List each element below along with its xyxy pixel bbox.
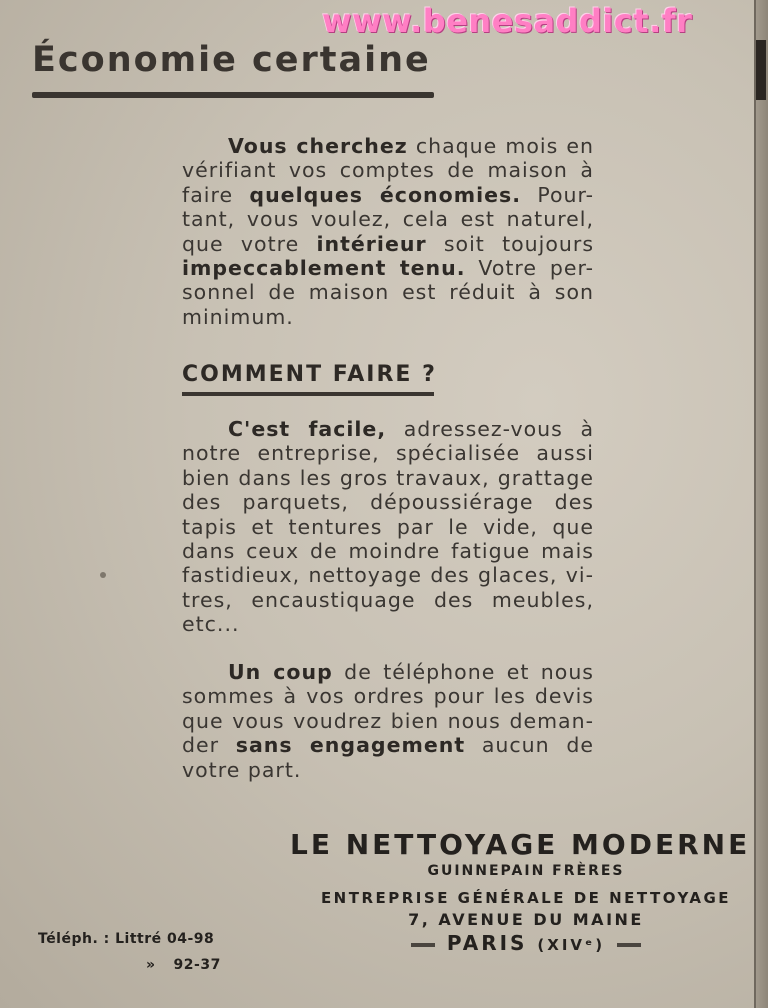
- dash-left: [411, 943, 435, 947]
- phone-line-1: Téléph. : Littré 04-98: [38, 931, 215, 947]
- contact-lead: Un coup: [228, 660, 333, 684]
- services-text: adressez-vous à notre entreprise, spécialisée aussi bien dans les gros travaux, grattage des parquets, dépoussiérage des tapis et tentures par le vide, que dans ceux de moindre fatigue mais fastidieux, nettoyage des glaces, vi-tres, encaustiquage des meubles, etc...: [182, 417, 595, 637]
- company-owners: GUINNEPAIN FRÈRES: [427, 863, 625, 879]
- company-city-line: [290, 931, 762, 955]
- intro-text-c: soit toujours: [426, 231, 594, 256]
- intro-text-a: chaque mois en vérifiant vos comptes de maison à faire: [182, 134, 594, 207]
- company-activity: ENTREPRISE GÉNÉRALE DE NETTOYAGE: [320, 889, 732, 907]
- contact-text-a: de téléphone et nous sommes à vos ordres pour les devis que vous voudrez bien nous deman-der: [182, 660, 594, 758]
- contact-bold-a: sans engagement: [235, 733, 466, 758]
- intro-bold-b: intérieur: [316, 231, 427, 256]
- intro-paragraph: [182, 134, 594, 329]
- page-title: Économie certaine: [32, 40, 431, 80]
- phone-block: [38, 926, 221, 978]
- company-city: PARIS: [446, 931, 528, 955]
- services-lead: C'est facile,: [228, 417, 387, 441]
- intro-bold-a: quelques économies.: [249, 182, 521, 207]
- contact-text-b: aucun de votre part.: [182, 733, 594, 782]
- services-paragraph: [182, 417, 594, 637]
- company-block: [290, 828, 762, 955]
- title-underline: [32, 92, 434, 98]
- intro-lead: Vous cherchez: [228, 134, 408, 158]
- company-arrondissement: (XIVᵉ): [537, 936, 606, 954]
- intro-text-d: Votre per-sonnel de maison est réduit à son minimum.: [182, 256, 594, 329]
- paper-speck: [100, 572, 106, 578]
- dash-right: [617, 943, 641, 947]
- phone-ditto: »: [146, 957, 156, 973]
- company-address: 7, AVENUE DU MAINE: [408, 910, 644, 929]
- edge-mark: [756, 40, 766, 100]
- heading-underline: [182, 392, 434, 396]
- watermark: www.benesaddict.fr: [322, 2, 693, 40]
- intro-text-b: Pour-tant, vous voulez, cela est naturel, que votre: [182, 182, 594, 256]
- phone-second: 92-37: [173, 957, 221, 973]
- section-heading: COMMENT FAIRE ?: [182, 362, 437, 387]
- contact-paragraph: [182, 660, 594, 782]
- phone-line-2: [38, 952, 221, 978]
- company-name: LE NETTOYAGE MODERNE: [290, 828, 751, 861]
- intro-bold-c: impeccablement tenu.: [182, 256, 466, 281]
